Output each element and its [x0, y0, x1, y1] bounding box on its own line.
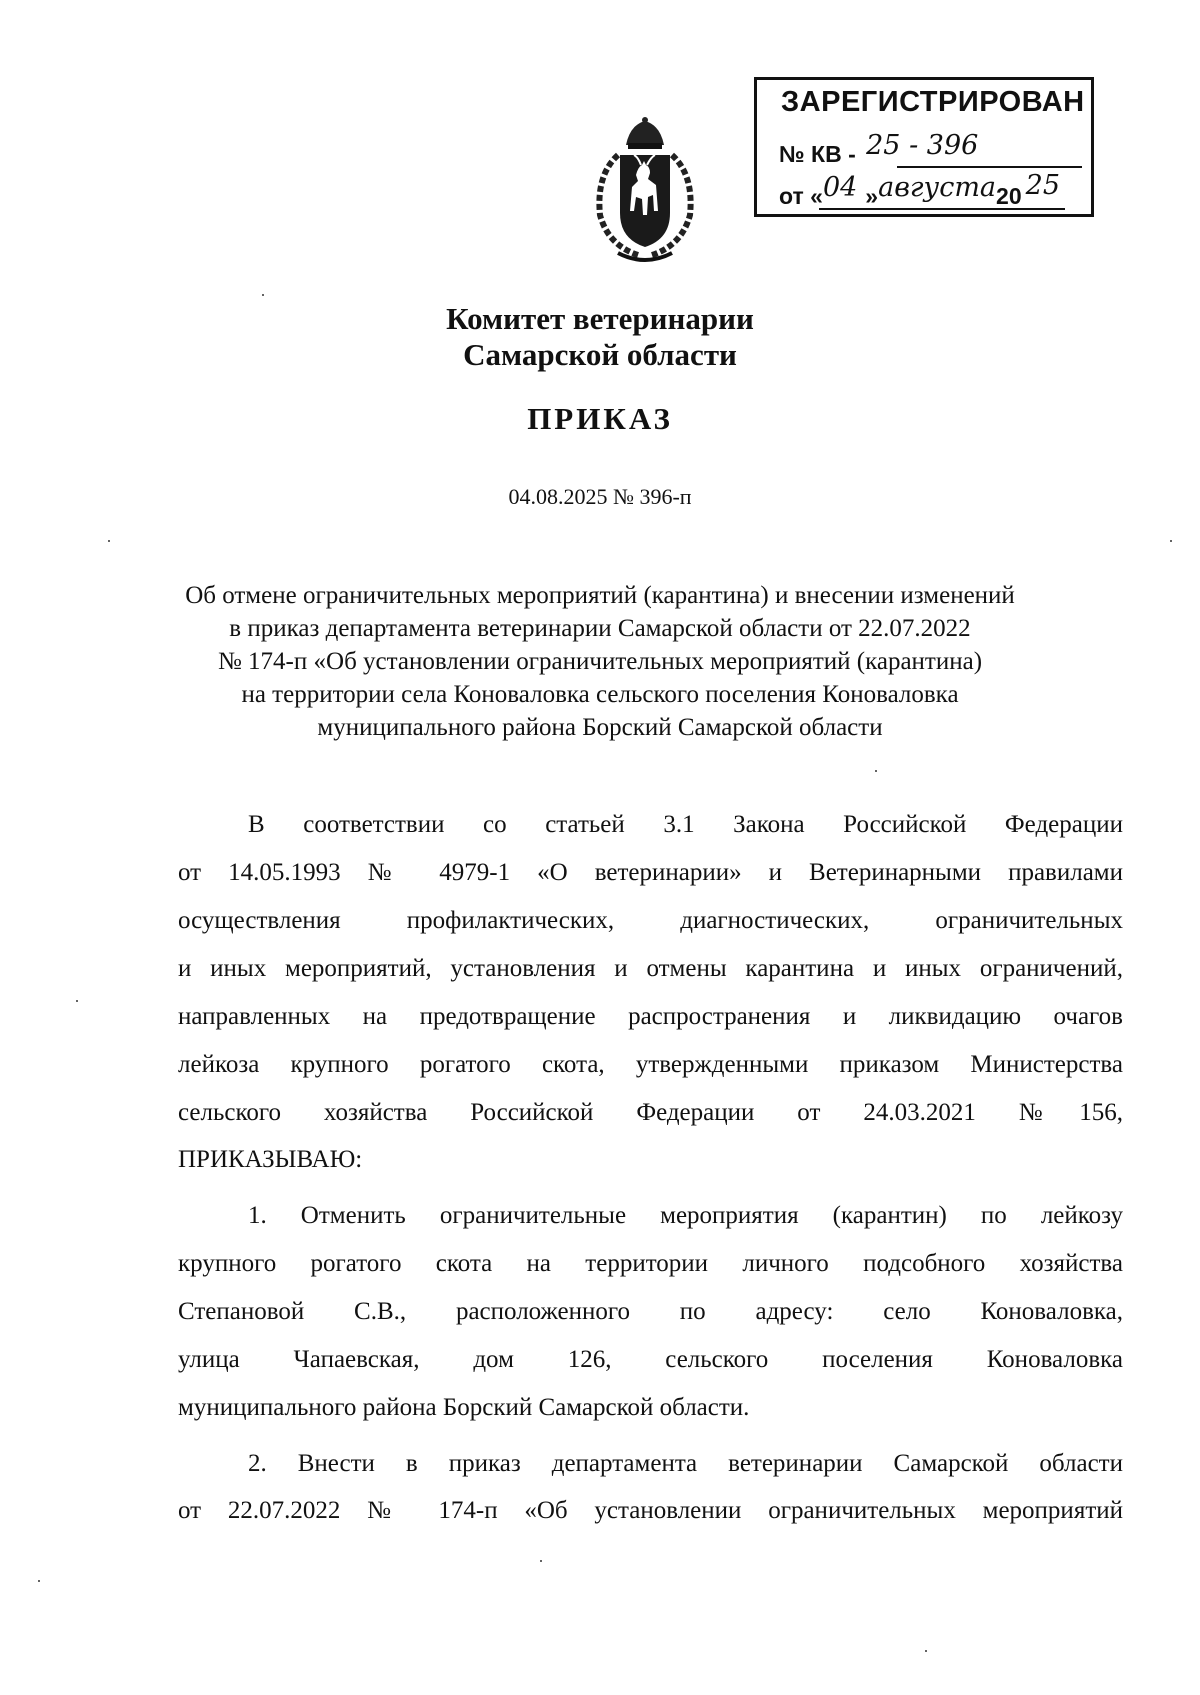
- document-type: ПРИКАЗ: [527, 401, 673, 436]
- scan-speck: [875, 770, 877, 772]
- scan-speck: [76, 1000, 78, 1002]
- stamp-date-row: [779, 170, 1060, 211]
- stamp-date-month: августа: [878, 172, 997, 203]
- stamp-title: ЗАРЕГИСТРИРОВАН: [781, 86, 1085, 118]
- subject-line: на территории села Коноваловка сельского поселения Коноваловка: [241, 681, 959, 708]
- registration-stamp: [754, 77, 1094, 217]
- body-line: муниципального района Борский Самарской области.: [178, 1394, 750, 1421]
- subject-line: Об отмене ограничительных мероприятий (карантина) и внесении изменений: [185, 582, 1015, 609]
- organization-name-line2: Самарской области: [463, 337, 737, 372]
- body-line: лейкоза крупного рогатого скота, утвержденными приказом Министерства: [178, 1051, 1123, 1078]
- body-line: от 14.05.1993 № 4979-1 «О ветеринарии» и Ветеринарными правилами: [178, 859, 1123, 886]
- coat-of-arms-emblem: [578, 115, 712, 265]
- organization-name-line1: Комитет ветеринарии: [446, 301, 754, 336]
- stamp-number-handwritten: 25 - 396: [866, 130, 979, 161]
- stamp-number-row: [779, 130, 979, 169]
- scan-speck: [262, 294, 264, 296]
- stamp-date-year-prefix: 20: [996, 183, 1022, 209]
- body-line: Степановой С.В., расположенного по адресу: село Коноваловка,: [178, 1298, 1123, 1325]
- scan-speck: [925, 1650, 927, 1652]
- body-line: В соответствии со статьей 3.1 Закона Российской Федерации: [248, 811, 1123, 838]
- body-line: 1. Отменить ограничительные мероприятия (карантин) по лейкозу: [248, 1202, 1123, 1229]
- stamp-number-line: [897, 166, 1082, 168]
- scan-speck: [1170, 540, 1172, 542]
- stamp-date-line: [819, 208, 1065, 210]
- body-line: 2. Внести в приказ департамента ветеринарии Самарской области: [248, 1450, 1123, 1477]
- subject-line: муниципального района Борский Самарской области: [317, 714, 883, 741]
- scan-speck: [540, 1560, 542, 1562]
- body-line-order: ПРИКАЗЫВАЮ:: [178, 1146, 363, 1173]
- subject-line: в приказ департамента ветеринарии Самарской области от 22.07.2022: [229, 615, 971, 642]
- document-number: 04.08.2025 № 396-п: [508, 484, 692, 509]
- stamp-date-day: 04: [822, 172, 858, 203]
- body-line: и иных мероприятий, установления и отмены карантина и иных ограничений,: [178, 955, 1123, 982]
- stamp-date-year: 25: [1025, 170, 1060, 201]
- body-line: направленных на предотвращение распространения и ликвидацию очагов: [178, 1003, 1123, 1030]
- scan-speck: [108, 540, 110, 542]
- stamp-number-prefix: № КВ -: [779, 141, 856, 167]
- body-line: осуществления профилактических, диагностических, ограничительных: [178, 907, 1123, 934]
- body-line: крупного рогатого скота на территории личного подсобного хозяйства: [178, 1250, 1123, 1277]
- body-line: сельского хозяйства Российской Федерации от 24.03.2021 №156,: [178, 1099, 1123, 1126]
- stamp-date-mid: »: [865, 183, 879, 209]
- scan-speck: [38, 1580, 40, 1582]
- subject-line: № 174-п «Об установлении ограничительных мероприятий (карантина): [217, 648, 983, 675]
- stamp-date-prefix: от «: [779, 183, 823, 209]
- body-line: от 22.07.2022 № 174-п «Об установлении ограничительных мероприятий: [178, 1497, 1123, 1524]
- body-line: улица Чапаевская, дом 126, сельского поселения Коноваловка: [178, 1346, 1123, 1373]
